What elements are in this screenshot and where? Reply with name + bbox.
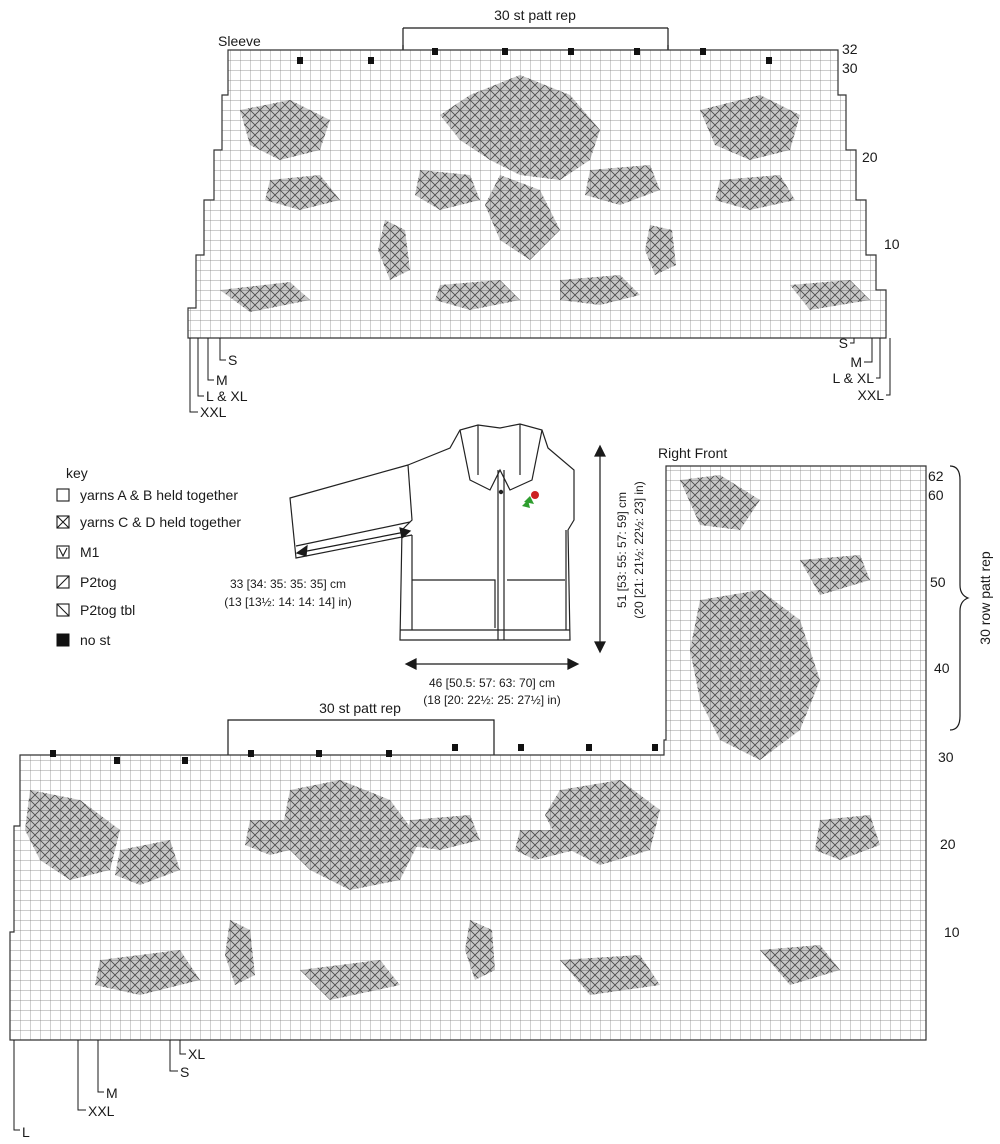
key-item-label: yarns A & B held together — [80, 487, 238, 503]
length-measure-in: (20 [21: 21½: 22½: 23] in) — [632, 481, 646, 619]
sleeve-size-right-lxl: L & XL — [832, 370, 874, 386]
key-item-p2tog — [57, 574, 117, 590]
sleeve-chart — [188, 7, 900, 420]
sleeve-size-left-xxl: XXL — [200, 404, 227, 420]
sleeve-size-left-lxl: L & XL — [206, 388, 248, 404]
right-front-size-xl: XL — [188, 1046, 206, 1062]
key-item-no-st — [57, 632, 110, 648]
right-front-row-20: 20 — [940, 836, 956, 852]
row-repeat-label: 30 row patt rep — [977, 551, 993, 645]
key-item-m1 — [57, 544, 100, 560]
sleeve-row-20: 20 — [862, 149, 878, 165]
key-item-cross — [57, 514, 241, 530]
sleeve-size-right-m: M — [850, 354, 862, 370]
no-st-square-icon — [57, 634, 69, 646]
rose-icon — [522, 491, 539, 508]
width-arrow — [406, 659, 578, 669]
right-front-chart — [10, 445, 993, 1140]
sleeve-row-30: 30 — [842, 60, 858, 76]
button-icon — [499, 490, 503, 494]
right-front-patt-rep-label: 30 st patt rep — [319, 700, 401, 716]
width-measure-cm: 46 [50.5: 57: 63: 70] cm — [428, 676, 556, 690]
key-item-p2tog-tbl — [57, 602, 135, 618]
sleeve-title: Sleeve — [218, 33, 261, 49]
sleeve-size-left-s: S — [228, 352, 238, 368]
key-item-label: M1 — [80, 544, 100, 560]
blank-square-icon — [57, 489, 69, 501]
sleeve-size-right-xxl: XXL — [857, 387, 884, 403]
right-front-size-l: L — [22, 1124, 30, 1140]
key-item-blank — [57, 487, 238, 503]
sleeve-size-left-m: M — [216, 372, 228, 388]
key-heading: key — [66, 465, 88, 481]
right-front-size-m: M — [106, 1085, 118, 1101]
row-repeat-bracket — [950, 466, 968, 730]
sleeve-patt-rep-label: 30 st patt rep — [494, 7, 576, 23]
key-item-label: P2tog — [80, 574, 117, 590]
right-front-row-30: 30 — [938, 749, 954, 765]
key-item-label: yarns C & D held together — [80, 514, 242, 530]
sleeve-measure-cm: 33 [34: 35: 35: 35] cm — [229, 577, 347, 591]
sleeve-size-right-s: S — [838, 335, 848, 351]
right-front-row-40: 40 — [934, 660, 950, 676]
sleeve-measure-in: (13 [13½: 14: 14: 14] in) — [224, 595, 352, 609]
right-front-row-10: 10 — [944, 924, 960, 940]
jacket-schematic — [224, 424, 646, 707]
right-front-size-s: S — [180, 1064, 190, 1080]
right-front-title: Right Front — [658, 445, 728, 461]
length-measure-cm: 51 [53: 55: 57: 59] cm — [615, 491, 629, 609]
key-item-label: P2tog tbl — [80, 602, 136, 618]
width-measure-in: (18 [20: 22½: 25: 27½] in) — [423, 693, 561, 707]
length-arrow — [595, 446, 605, 652]
right-front-row-50: 50 — [930, 574, 946, 590]
right-front-row-62: 62 — [928, 468, 944, 484]
right-front-size-xxl: XXL — [88, 1103, 115, 1119]
right-front-row-60: 60 — [928, 487, 944, 503]
sleeve-row-32: 32 — [842, 41, 858, 57]
sleeve-row-10: 10 — [884, 236, 900, 252]
chart-key — [57, 465, 241, 648]
key-item-label: no st — [80, 632, 111, 648]
